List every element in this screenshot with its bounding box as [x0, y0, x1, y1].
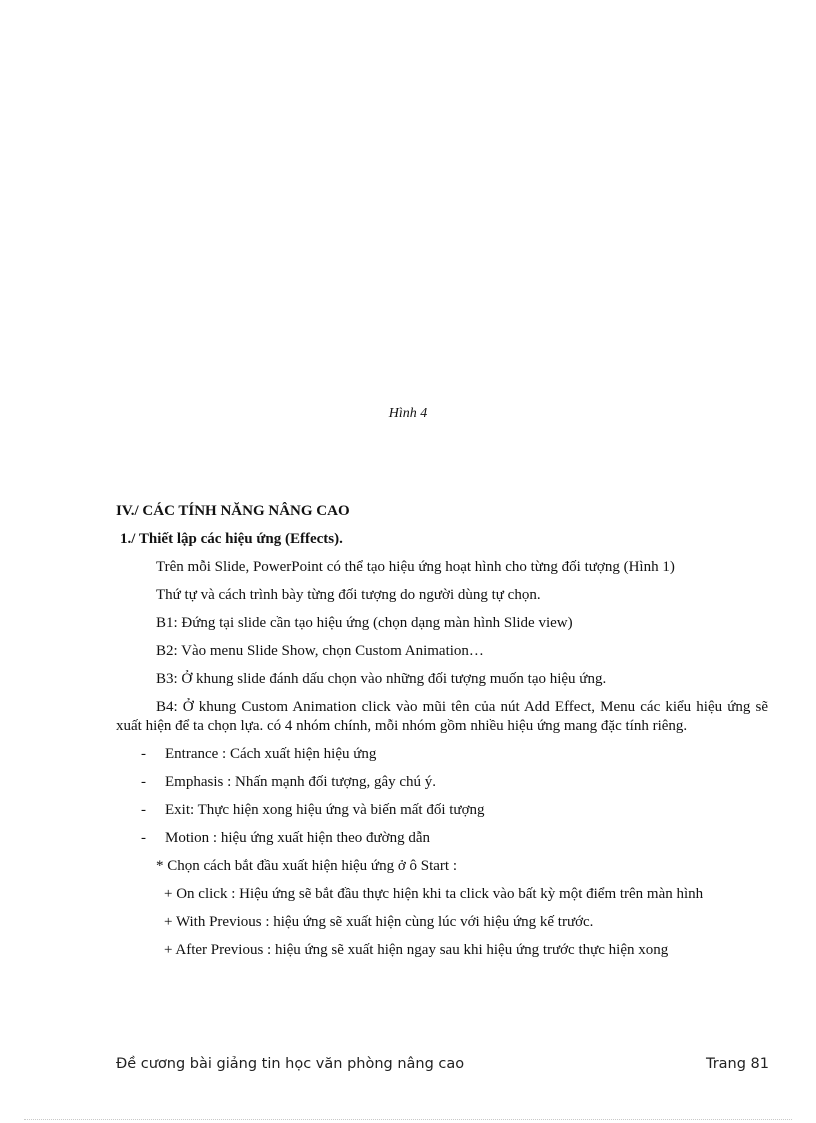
- list-item: [116, 801, 768, 820]
- start-intro: * Chọn cách bắt đầu xuất hiện hiệu ứng ở ô Start :: [156, 858, 457, 874]
- subsection-heading: 1./ Thiết lập các hiệu ứng (Effects).: [120, 531, 343, 547]
- footer-divider: [24, 1119, 792, 1120]
- page-number: Trang 81: [705, 1056, 769, 1072]
- list-item-text: Entrance : Cách xuất hiện hiệu ứng: [165, 746, 377, 762]
- step-b4: B4: Ở khung Custom Animation click vào mũi tên của nút Add Effect, Menu các kiểu hiệu ứng sẽ xuất hiện để ta chọn lựa. có 4 nhóm chính, mỗi nhóm gồm nhiều hiệu ứng mang đặc tính riêng.: [116, 699, 768, 734]
- step-b2: B2: Vào menu Slide Show, chọn Custom Animation…: [156, 643, 484, 659]
- bullet-dash: -: [141, 802, 146, 818]
- section-heading: IV./ CÁC TÍNH NĂNG NÂNG CAO: [116, 503, 350, 519]
- list-item-text: Exit: Thực hiện xong hiệu ứng và biến mất đối tượng: [165, 802, 485, 818]
- step-b3: B3: Ở khung slide đánh dấu chọn vào những đối tượng muốn tạo hiệu ứng.: [156, 671, 607, 687]
- start-option: + With Previous : hiệu ứng sẽ xuất hiện cùng lúc với hiệu ứng kế trước.: [164, 914, 594, 930]
- start-option: + After Previous : hiệu ứng sẽ xuất hiện ngay sau khi hiệu ứng trước thực hiện xong: [164, 942, 669, 958]
- bullet-dash: -: [141, 746, 146, 762]
- bullet-dash: -: [141, 774, 146, 790]
- document-body: [116, 502, 768, 969]
- list-item: [116, 773, 768, 792]
- step-b1: B1: Đứng tại slide cần tạo hiệu ứng (chọn dạng màn hình Slide view): [156, 615, 573, 631]
- paragraph: Trên mỗi Slide, PowerPoint có thể tạo hiệu ứng hoạt hình cho từng đối tượng (Hình 1): [156, 559, 675, 575]
- list-item-text: Motion : hiệu ứng xuất hiện theo đường dẫn: [165, 830, 430, 846]
- list-item-text: Emphasis : Nhấn mạnh đối tượng, gây chú ý.: [165, 774, 437, 790]
- list-item: [116, 745, 768, 764]
- paragraph: Thứ tự và cách trình bày từng đối tượng do người dùng tự chọn.: [156, 587, 541, 603]
- footer-title: Đề cương bài giảng tin học văn phòng nâng cao: [116, 1056, 465, 1072]
- list-item: [116, 829, 768, 848]
- figure-caption: Hình 4: [388, 406, 428, 421]
- bullet-dash: -: [141, 830, 146, 846]
- start-option: + On click : Hiệu ứng sẽ bắt đầu thực hiện khi ta click vào bất kỳ một điểm trên màn hình: [164, 886, 704, 902]
